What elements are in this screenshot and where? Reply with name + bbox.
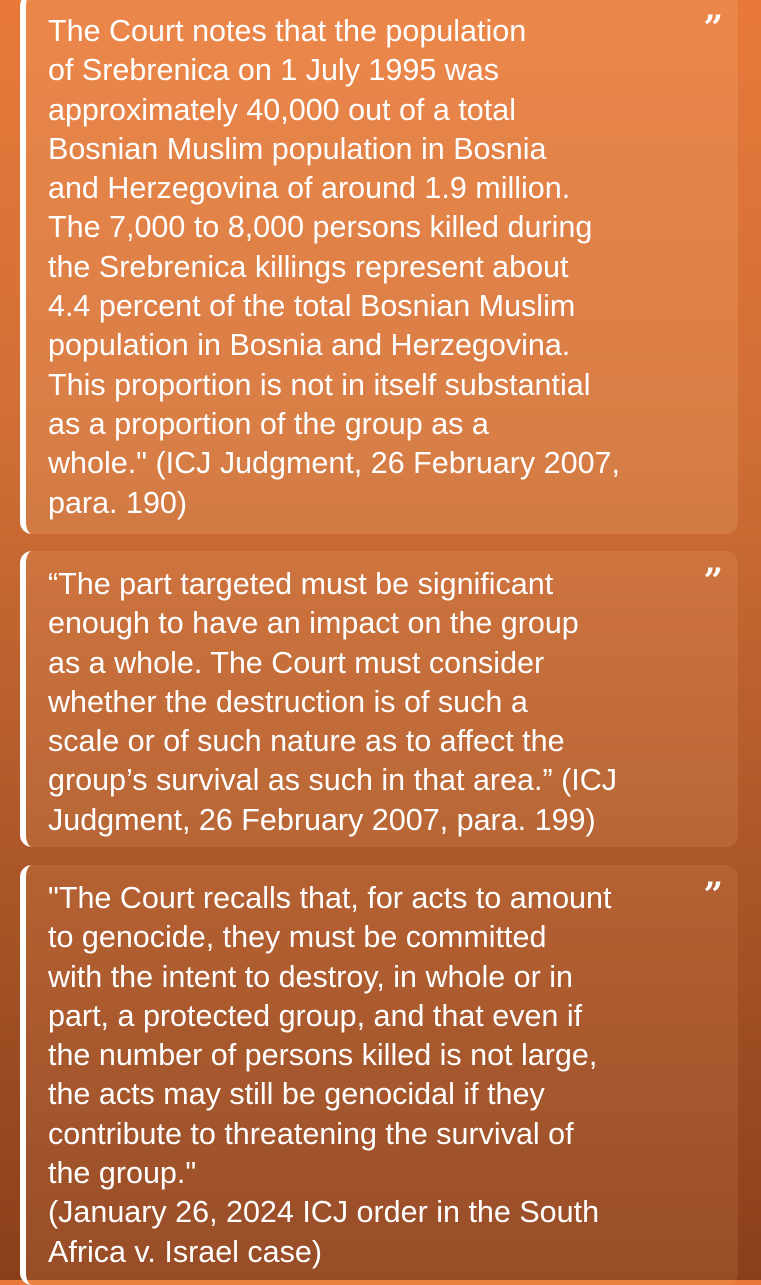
quote-card-1 bbox=[20, 0, 738, 534]
quote-card-3 bbox=[20, 865, 738, 1285]
quote-mark-icon: ” bbox=[703, 8, 720, 48]
quote-card-2 bbox=[20, 551, 738, 847]
quote-mark-icon: ” bbox=[703, 561, 720, 601]
quote-text: "The Court recalls that, for acts to amount to genocide, they must be committed with the intent to destroy, in whole or in part, a protected group, and that even if the number of persons killed is not large, the acts may still be genocidal if they contribute to threatening the survival of the group." (January 26, 2024 ICJ order in the South Africa v. Israel case) bbox=[48, 881, 612, 1269]
quote-text: “The part targeted must be significant enough to have an impact on the group as a whole. The Court must consider whether the destruction is of such a scale or of such nature as to affect the group’s survival as such in that area.” (ICJ Judgment, 26 February 2007, para. 199) bbox=[48, 567, 618, 837]
quote-text: The Court notes that the population of Srebrenica on 1 July 1995 was approximately 40,000 out of a total Bosnian Muslim population in Bosnia and Herzegovina of around 1.9 million. The 7,000 to 8,000 persons killed during the Srebrenica killings represent about 4.4 percent of the total Bosnian Muslim population in Bosnia and Herzegovina. This proportion is not in itself substantial as a proportion of the group as a whole." (ICJ Judgment, 26 February 2007, para. 190) bbox=[48, 14, 620, 520]
quote-mark-icon: ” bbox=[703, 875, 720, 915]
